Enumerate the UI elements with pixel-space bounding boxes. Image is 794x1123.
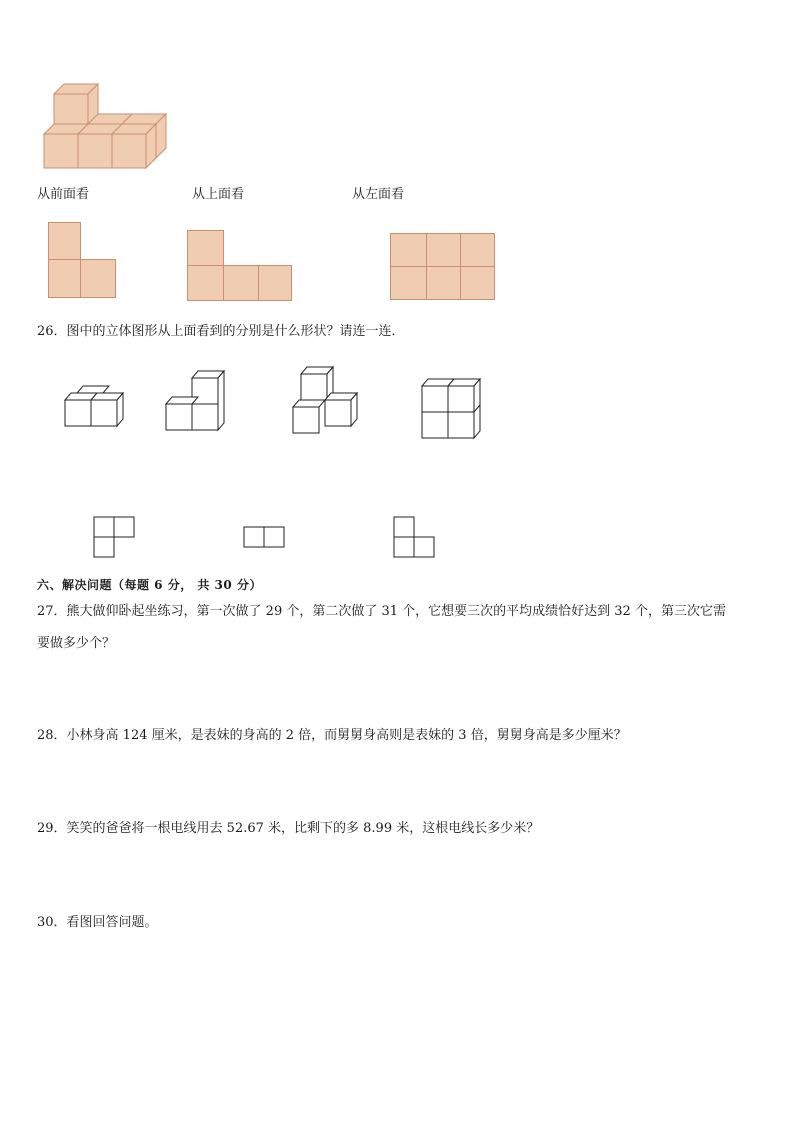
front-view-shape (48, 222, 118, 300)
section-6-title: 六、解决问题（每题 6 分， 共 30 分） (37, 578, 262, 592)
top-view-option-2 (243, 526, 287, 550)
question-29: 29．笑笑的爸爸将一根电线用去 52.67 米，比剩下的多 8.99 米，这根电线长多少米？ (37, 821, 540, 836)
top-view-shape (187, 230, 295, 302)
question-30: 30．看图回答问题。 (37, 915, 158, 930)
question-26: 26．图中的立体图形从上面看到的分别是什么形状？请连一连． (37, 324, 405, 339)
solid-figure-1 (64, 384, 126, 430)
view-label-front: 从前面看 (37, 187, 90, 202)
solid-cube-figure (40, 80, 175, 175)
solid-figure-2 (165, 370, 227, 432)
view-label-left: 从左面看 (352, 187, 405, 202)
solid-figure-4 (421, 378, 483, 440)
question-27-line1: 27．熊大做仰卧起坐练习，第一次做了 29 个，第二次做了 31 个，它想要三次的平均成绩恰好达到 32 个，第三次它需 (37, 604, 726, 619)
solid-figure-3 (292, 366, 362, 434)
left-view-shape (390, 233, 498, 301)
view-label-top: 从上面看 (192, 187, 245, 202)
question-27-line2: 要做多少个？ (37, 636, 116, 651)
top-view-option-1 (93, 516, 137, 558)
question-28: 28．小林身高 124 厘米，是表妹的身高的 2 倍，而舅舅身高则是表妹的 3 倍，舅舅身高是多少厘米？ (37, 728, 627, 743)
top-view-option-3 (393, 516, 437, 558)
